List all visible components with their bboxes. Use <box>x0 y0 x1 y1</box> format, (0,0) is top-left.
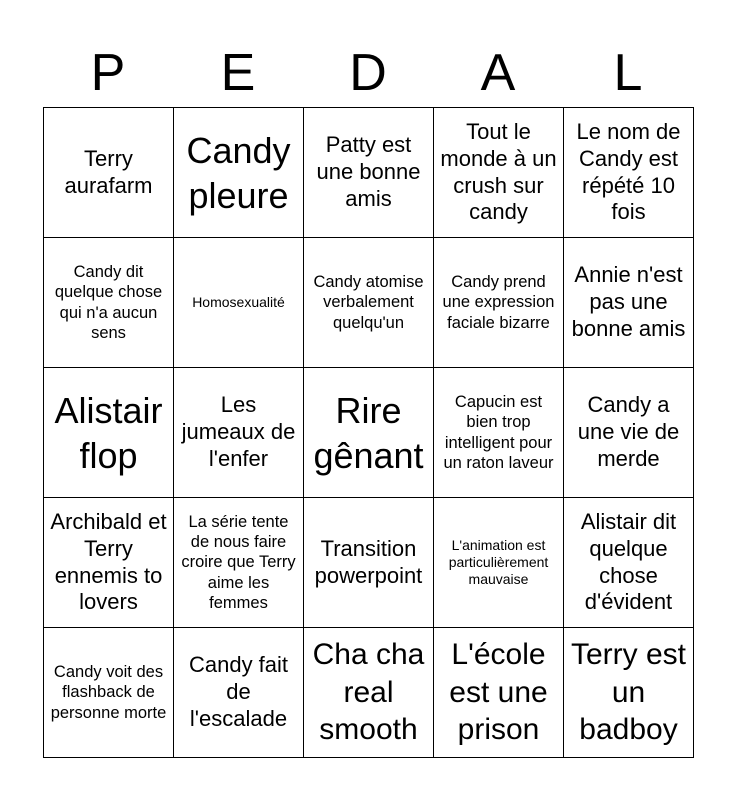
bingo-cell[interactable]: Candy prend une expression faciale bizarre <box>434 238 564 368</box>
bingo-cell[interactable]: Rire gênant <box>304 368 434 498</box>
board-row <box>44 108 694 238</box>
bingo-cell[interactable]: Candy pleure <box>174 108 304 238</box>
bingo-cell[interactable]: Candy atomise verbalement quelqu'un <box>304 238 434 368</box>
board-row <box>44 368 694 498</box>
bingo-cell[interactable]: Alistair dit quelque chose d'évident <box>564 498 694 628</box>
bingo-cell[interactable]: L'école est une prison <box>434 628 564 758</box>
bingo-cell[interactable]: Homosexualité <box>174 238 304 368</box>
bingo-cell[interactable]: Patty est une bonne amis <box>304 108 434 238</box>
header-letter-p: P <box>90 44 126 102</box>
bingo-board <box>43 107 694 758</box>
bingo-header <box>43 38 693 108</box>
bingo-cell[interactable]: Les jumeaux de l'enfer <box>174 368 304 498</box>
board-row <box>44 238 694 368</box>
bingo-cell[interactable]: Candy voit des flashback de personne morte <box>44 628 174 758</box>
bingo-cell[interactable]: Cha cha real smooth <box>304 628 434 758</box>
bingo-cell[interactable]: Candy a une vie de merde <box>564 368 694 498</box>
bingo-cell[interactable]: Candy fait de l'escalade <box>174 628 304 758</box>
bingo-cell[interactable]: L'animation est particulièrement mauvaise <box>434 498 564 628</box>
board-row <box>44 498 694 628</box>
bingo-cell[interactable]: Alistair flop <box>44 368 174 498</box>
bingo-cell[interactable]: La série tente de nous faire croire que Terry aime les femmes <box>174 498 304 628</box>
bingo-cell[interactable]: Annie n'est pas une bonne amis <box>564 238 694 368</box>
bingo-cell[interactable]: Terry est un badboy <box>564 628 694 758</box>
bingo-cell[interactable]: Capucin est bien trop intelligent pour un raton laveur <box>434 368 564 498</box>
bingo-cell[interactable]: Transition powerpoint <box>304 498 434 628</box>
header-letter-e: E <box>220 44 256 102</box>
bingo-cell[interactable]: Archibald et Terry ennemis to lovers <box>44 498 174 628</box>
bingo-cell[interactable]: Le nom de Candy est répété 10 fois <box>564 108 694 238</box>
bingo-cell[interactable]: Terry aurafarm <box>44 108 174 238</box>
board-row <box>44 628 694 758</box>
header-letter-d: D <box>349 44 387 102</box>
bingo-cell[interactable]: Tout le monde à un crush sur candy <box>434 108 564 238</box>
header-letter-l: L <box>613 44 643 102</box>
header-letter-a: A <box>480 44 516 102</box>
bingo-cell[interactable]: Candy dit quelque chose qui n'a aucun sens <box>44 238 174 368</box>
